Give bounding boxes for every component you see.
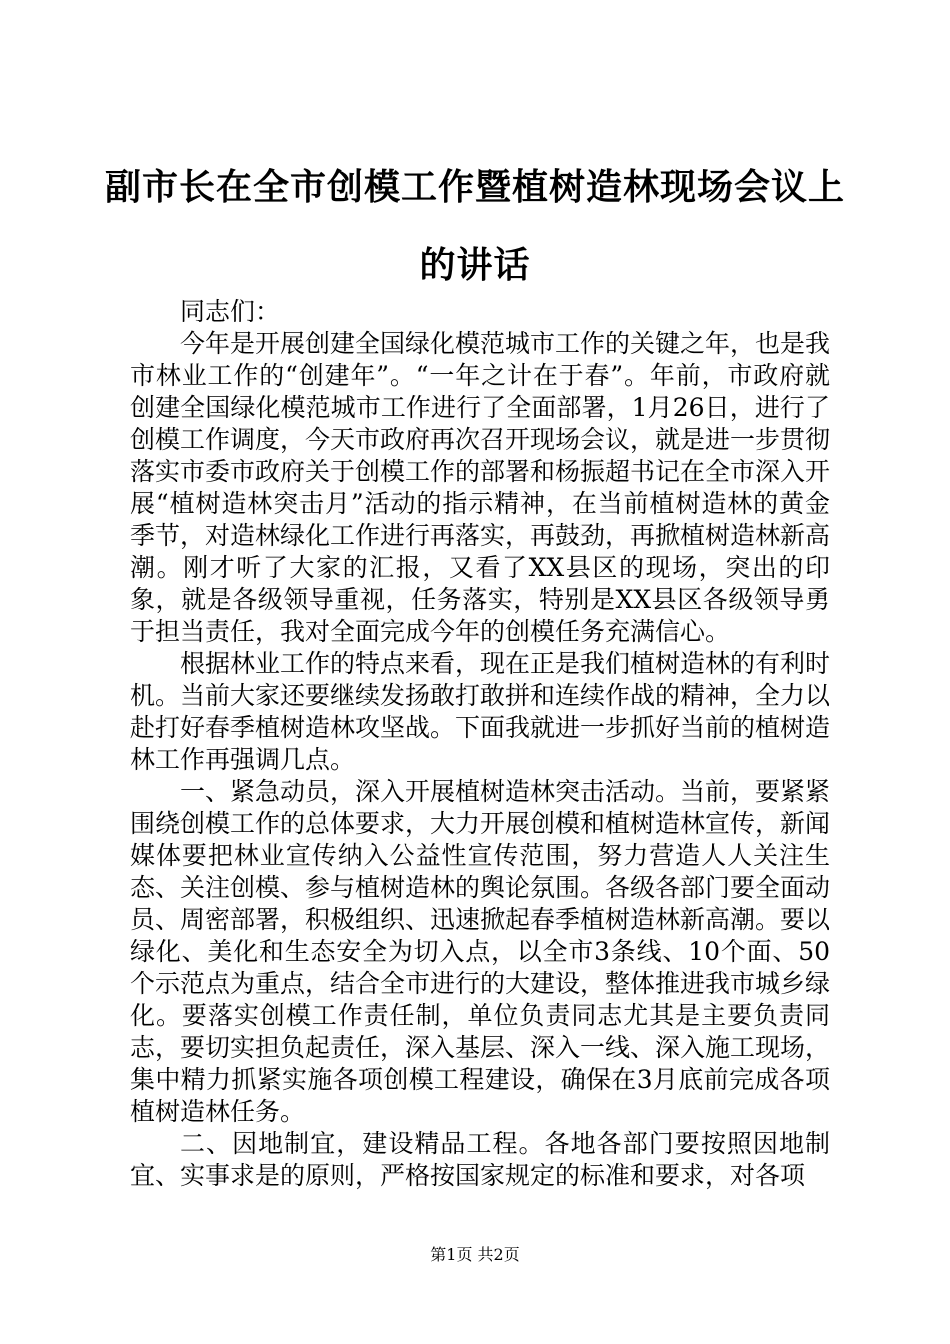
- page-footer: 第1页 共2页: [430, 1245, 520, 1264]
- body-paragraph: 今年是开展创建全国绿化模范城市工作的关键之年，也是我市林业工作的“创建年”。“一年之计在于春”。年前，市政府就创建全国绿化模范城市工作进行了全面部署，1月26日，进行了创模工作调度，今天市政府再次召开现场会议，就是进一步贯彻落实市委市政府关于创模工作的部署和杨振超书记在全市深入开展“植树造林突击月”活动的指示精神，在当前植树造林的黄金季节，对造林绿化工作进行再落实，再鼓劲，再掀植树造林新高潮。刚才听了大家的汇报，又看了XX县区的现场，突出的印象，就是各级领导重视，任务落实，特别是XX县区各级领导勇于担当责任，我对全面完成今年的创模任务充满信心。: [130, 329, 831, 646]
- salutation-paragraph: 同志们：: [180, 297, 281, 326]
- document-body: [130, 296, 830, 1192]
- body-paragraph: 二、因地制宜，建设精品工程。各地各部门要按照因地制宜、实事求是的原则，严格按国家规定的标准和要求，对各项: [130, 1129, 830, 1190]
- body-paragraph: 一、紧急动员，深入开展植树造林突击活动。当前，要紧紧围绕创模工作的总体要求，大力开展创模和植树造林宣传，新闻媒体要把林业宣传纳入公益性宣传范围，努力营造人人关注生态、关注创模、参与植树造林的舆论氛围。各级各部门要全面动员、周密部署，积极组织、迅速掀起春季植树造林新高潮。要以绿化、美化和生态安全为切入点，以全市3条线、10个面、50个示范点为重点，结合全市进行的大建设，整体推进我市城乡绿化。要落实创模工作责任制，单位负责同志尤其是主要负责同志，要切实担负起责任，深入基层、深入一线、深入施工现场，集中精力抓紧实施各项创模工程建设，确保在3月底前完成各项植树造林任务。: [130, 777, 831, 1126]
- document-title: 副市长在全市创模工作暨植树造林现场会议上的讲话: [104, 166, 845, 286]
- body-paragraph: 根据林业工作的特点来看，现在正是我们植树造林的有利时机。当前大家还要继续发扬敢打敢拼和连续作战的精神，全力以赴打好春季植树造林攻坚战。下面我就进一步抓好当前的植树造林工作再强调几点。: [130, 649, 831, 774]
